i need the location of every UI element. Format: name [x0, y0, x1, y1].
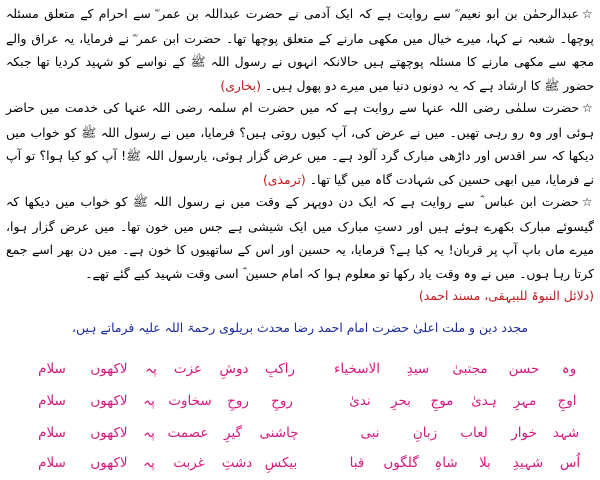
poem-word: عزت	[173, 361, 203, 377]
poem-word: پہ	[143, 425, 155, 441]
poem-word: ہدیٰ	[471, 393, 497, 409]
poem-intro: مجدد دین و ملت اعلیٰ حضرت امام احمد رضا محدث بریلوی رحمۃ اللہ علیہ فرماتے ہیں،	[72, 320, 528, 335]
poem-row	[0, 384, 600, 418]
poem-word: دشتِ	[221, 455, 253, 471]
poem-word: غربت	[173, 455, 205, 471]
poem-word: لعاب	[460, 425, 488, 441]
poem-word: موجِ	[430, 393, 454, 409]
poem-row	[0, 352, 600, 386]
poem-word: چاشنی	[259, 425, 299, 441]
poem-word: اوجِ	[557, 393, 577, 409]
poem-word: دوشِ	[219, 361, 249, 377]
poem-word: خوار	[511, 425, 537, 441]
poem-row	[0, 416, 600, 450]
star-icon: ☆	[582, 101, 594, 115]
poem-word: حسن	[508, 361, 540, 377]
poem-word: روحِ	[271, 393, 293, 409]
citation-line	[6, 288, 594, 310]
poem-word: سلام	[38, 425, 66, 441]
poem-word: سیدِ	[406, 361, 430, 377]
hadith-text: حضرت سلمٰی رضی اللہ عنہا سے روایت ہے کہ میں حضرت ام سلمہ رضی اللہ عنہا کی خدمت میں حاضر ہوئی اور وہ رو رہی تھیں۔ میں نے عرض کی، آپ کیوں روتی ہیں؟ فرمایا، میں نے رسول اللہ ﷺ کو خواب میں دیکھا کہ سر اقدس اور داڑھی مبارک گرد آلود ہے۔ میں عرض گزار ہوئی، یارسول اللہ ﷺ! آپ کو کیا ہوا؟ تو آپ نے فرمایا، میں ابھی حسین کی شہادت گاہ میں گیا تھا۔	[6, 100, 594, 187]
poem-word: گیرِ	[224, 425, 242, 441]
poem-word: سخاوت	[168, 393, 212, 409]
hadith-paragraph-2	[6, 96, 594, 191]
poem-word: راکبِ	[265, 361, 295, 377]
poem-word: وہ	[561, 361, 577, 377]
poem-word: پہ	[143, 393, 155, 409]
poem-word: بحرِ	[391, 393, 411, 409]
poem-word: قبا	[349, 455, 365, 471]
poem-word: لاکھوں	[90, 361, 128, 377]
hadith-paragraph-1	[6, 2, 594, 97]
poem-word: لاکھوں	[90, 393, 128, 409]
citation: (ترمذی)	[262, 171, 306, 187]
poem-word: نبی	[360, 425, 380, 441]
poem-word: سلام	[38, 455, 66, 471]
poem-word: سلام	[38, 393, 66, 409]
citation: (بخاری)	[220, 77, 261, 93]
poem-word: زبانِ	[412, 425, 438, 441]
poem-row	[0, 446, 600, 480]
hadith-text: عبدالرحمٰن بن ابو نعیم ؓ سے روایت ہے کہ ایک آدمی نے حضرت عبداللہ بن عمر ؓ سے احرام کے متعلق مسئلہ پوچھا۔ شعبہ نے کہا، میرے خیال میں مکھی مارنے کے متعلق پوچھا تھا۔ حضرت ابن عمر ؓ نے فرمایا، یہ عراق والے مجھ سے مکھی مارنے کا مسئلہ پوچھتے ہیں حالانکہ انہوں نے رسول اللہ ﷺ کے نواسے کو شہید کردیا تھا جبکہ حضور ﷺ کا ارشاد ہے کہ یہ دونوں دنیا میں میرے دو پھول ہیں۔	[6, 6, 594, 93]
citation: (دلائل النبوۃ للبیہقی، مسند احمد)	[418, 288, 594, 303]
star-icon: ☆	[581, 7, 594, 21]
poem-word: گلگوں	[383, 455, 419, 471]
poem-word: شاہِ	[434, 455, 458, 471]
poem-word: بلا	[479, 455, 491, 471]
hadith-text: حضرت ابن عباس ؓ سے روایت ہے کہ ایک دن دوپہر کے وقت میں نے رسول اللہ ﷺ کو خواب میں دیکھا کہ گیسوئے مبارک بکھرے ہوئے ہیں اور دستِ مبارک میں ایک شیشی ہے جس میں خون تھا۔ میں عرض گزار ہوا، میرے ماں باپ آپ پر قربان! یہ کیا ہے؟ فرمایا، یہ حسین اور اس کے ساتھیوں کا خون ہے۔ میں دن بھر اسے جمع کرتا رہا ہوں۔ میں نے وہ وقت یاد رکھا تو معلوم ہوا کہ امام حسین ؓ اسی وقت شہید کیے گئے تھے۔	[6, 194, 594, 281]
poem-word: ندیٰ	[349, 393, 371, 409]
poem-word: لاکھوں	[90, 425, 128, 441]
hadith-paragraph-3	[6, 190, 594, 285]
poem-word: بیکسِ	[264, 455, 298, 471]
poem-word: پہ	[143, 455, 155, 471]
poem-word: لاکھوں	[90, 455, 128, 471]
star-icon: ☆	[581, 195, 595, 209]
poem-word: الاسخیاء	[333, 361, 380, 377]
poem-word: اُس	[559, 455, 581, 471]
poem-word: مجتبیٰ	[452, 361, 488, 377]
poem-word: روحِ	[227, 393, 249, 409]
poem-word: سلام	[38, 361, 66, 377]
poem-word: شہیدِ	[512, 455, 544, 471]
poem-word: عصمت	[167, 425, 209, 441]
poem-word: پہ	[145, 361, 157, 377]
poem-word: مہرِ	[513, 393, 537, 409]
poem-word: شہد	[552, 425, 580, 441]
